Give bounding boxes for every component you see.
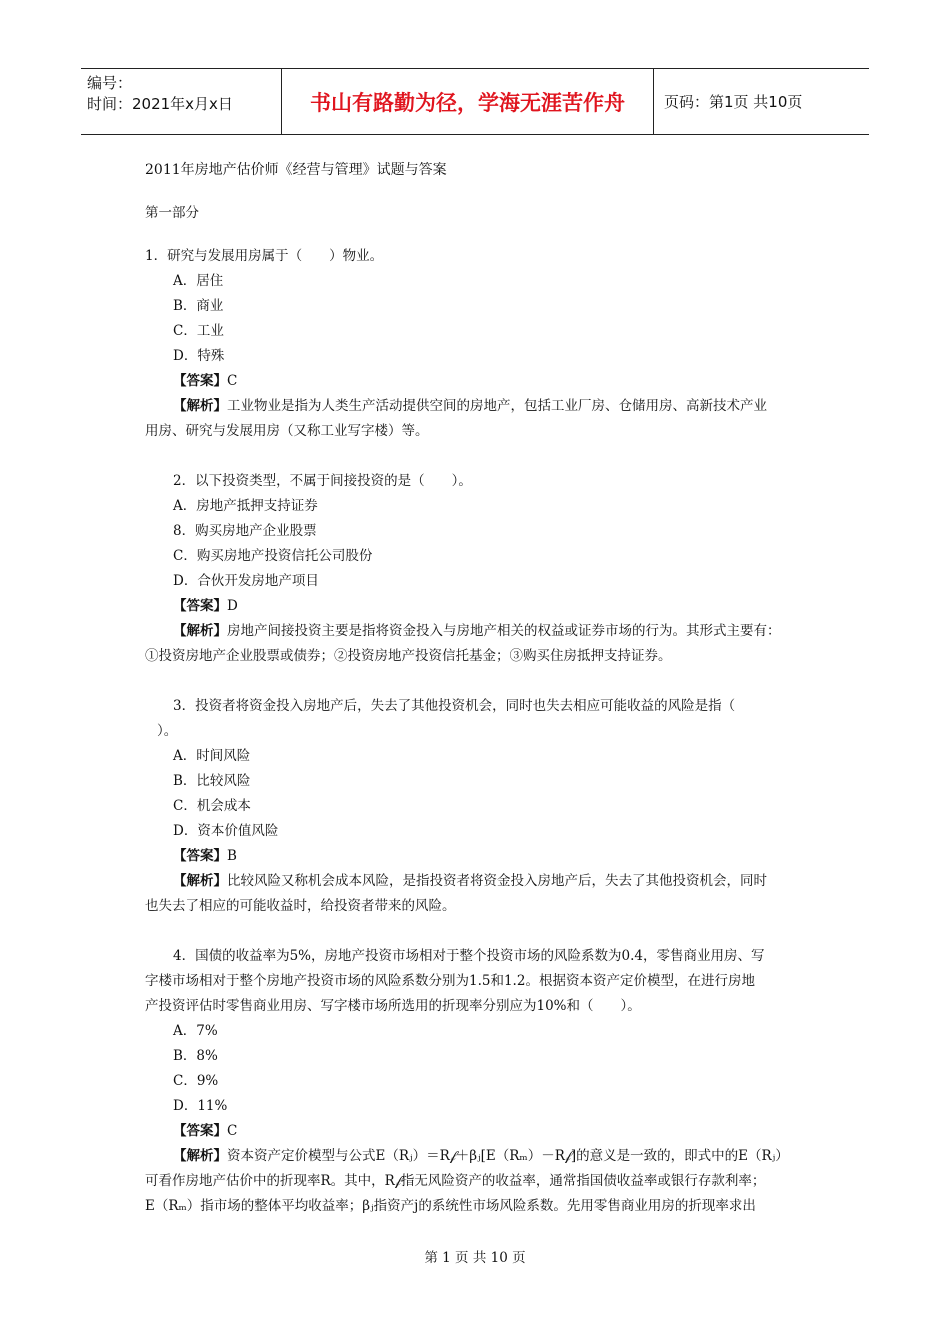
- option-b: 8．购买房地产企业股票: [173, 523, 317, 539]
- analysis-line: [145, 619, 805, 644]
- option-a: A．时间风险: [173, 748, 251, 764]
- option-a: A．房地产抵押支持证券: [173, 498, 318, 514]
- answer-label: 【答案】: [173, 373, 227, 389]
- answer-label: 【答案】: [173, 598, 227, 614]
- analysis-text: 比较风险又称机会成本风险，是指投资者将资金投入房地产后，失去了其他投资机会，同时: [227, 873, 767, 889]
- analysis-line: [145, 394, 805, 419]
- question-1: [145, 244, 805, 444]
- option-c: C．9%: [173, 1073, 219, 1089]
- question-4: [145, 944, 805, 1219]
- option-d: D．合伙开发房地产项目: [173, 573, 319, 589]
- time-label: 时间：2021年x月x日: [87, 95, 233, 113]
- answer-line: [145, 844, 805, 869]
- analysis-continuation: E（Rₘ）指市场的整体平均收益率；βⱼ指资产j的系统性市场风险系数。先用零售商业用房的折现率求出: [145, 1198, 756, 1214]
- analysis-text: 工业物业是指为人类生产活动提供空间的房地产，包括工业厂房、仓储用房、高新技术产业: [227, 398, 767, 414]
- answer-value: D: [227, 598, 238, 614]
- answer-label: 【答案】: [173, 1123, 227, 1139]
- analysis-continuation: 可看作房地产估价中的折现率R。其中，R𝒻指无风险资产的收益率，通常指国债收益率或银行存款利率；: [145, 1173, 766, 1189]
- option-b: B．比较风险: [173, 773, 251, 789]
- analysis-continuation: ①投资房地产企业股票或债券；②投资房地产投资信托基金；③购买住房抵押支持证券。: [145, 648, 672, 664]
- question-stem-continuation: 产投资评估时零售商业用房、写字楼市场所选用的折现率分别应为10%和（ ）。: [145, 998, 641, 1014]
- answer-label: 【答案】: [173, 848, 227, 864]
- answer-value: C: [227, 373, 238, 389]
- answer-line: [145, 1119, 805, 1144]
- document-body: [145, 150, 805, 1219]
- header-meta: [81, 69, 282, 134]
- option-c: C．购买房地产投资信托公司股份: [173, 548, 373, 564]
- option-d: D．11%: [173, 1098, 228, 1114]
- option-a: A．7%: [173, 1023, 218, 1039]
- question-stem-continuation: ）。: [157, 723, 178, 739]
- question-2: [145, 469, 805, 669]
- option-b: B．商业: [173, 298, 224, 314]
- answer-value: C: [227, 1123, 238, 1139]
- question-stem: 1．研究与发展用房属于（ ）物业。: [145, 248, 384, 264]
- analysis-label: 【解析】: [173, 623, 227, 639]
- option-d: D．特殊: [173, 348, 225, 364]
- answer-line: [145, 594, 805, 619]
- header-slogan: 书山有路勤为径，学海无涯苦作舟: [282, 69, 654, 134]
- option-c: C．工业: [173, 323, 224, 339]
- analysis-continuation: 也失去了相应的可能收益时，给投资者带来的风险。: [145, 898, 456, 914]
- option-b: B．8%: [173, 1048, 218, 1064]
- header-page-info: 页码：第1页 共10页: [664, 93, 803, 111]
- option-d: D．资本价值风险: [173, 823, 279, 839]
- analysis-text: 房地产间接投资主要是指将资金投入与房地产相关的权益或证券市场的行为。其形式主要有：: [227, 623, 781, 639]
- question-stem-continuation: 字楼市场相对于整个房地产投资市场的风险系数分别为1.5和1.2。根据资本资产定价模型，在进行房地: [145, 973, 755, 989]
- analysis-text: 资本资产定价模型与公式E（Rⱼ）＝R𝒻＋βⱼ[E（Rₘ）－R𝒻]的意义是一致的，即式中的E（Rⱼ）: [227, 1148, 789, 1164]
- analysis-label: 【解析】: [173, 873, 227, 889]
- analysis-continuation: 用房、研究与发展用房（又称工业写字楼）等。: [145, 423, 429, 439]
- document-title: 2011年房地产估价师《经营与管理》试题与答案: [145, 162, 447, 178]
- analysis-label: 【解析】: [173, 398, 227, 414]
- answer-value: B: [227, 848, 237, 864]
- question-3: [145, 694, 805, 919]
- option-a: A．居住: [173, 273, 224, 289]
- page-header: [81, 68, 869, 135]
- analysis-line: [145, 869, 805, 894]
- analysis-line: [145, 1144, 805, 1169]
- option-c: C．机会成本: [173, 798, 251, 814]
- question-stem: 4．国债的收益率为5%，房地产投资市场相对于整个投资市场的风险系数为0.4，零售商业用房、写: [173, 948, 765, 964]
- question-stem: 2．以下投资类型，不属于间接投资的是（ ）。: [173, 473, 472, 489]
- part-heading: 第一部分: [145, 205, 199, 221]
- analysis-label: 【解析】: [173, 1148, 227, 1164]
- page-footer: 第 1 页 共 10 页: [424, 1250, 526, 1266]
- question-stem: 3．投资者将资金投入房地产后，失去了其他投资机会，同时也失去相应可能收益的风险是指（: [173, 698, 736, 714]
- answer-line: [145, 369, 805, 394]
- number-label: 编号：: [87, 74, 133, 92]
